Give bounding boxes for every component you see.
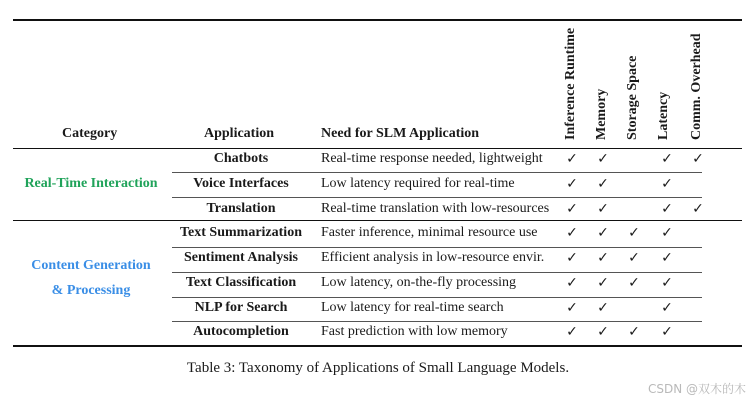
check-mark-icon: ✓ xyxy=(566,225,578,241)
header-inference-runtime: Inference Runtime xyxy=(563,27,578,140)
category-content-generation-line2: & Processing xyxy=(51,283,131,298)
check-mark-icon: ✓ xyxy=(566,151,578,167)
check-mark-icon: ✓ xyxy=(628,250,640,266)
check-mark-icon: ✓ xyxy=(566,300,578,316)
row-need: Low latency for real-time search xyxy=(321,300,504,315)
check-mark-icon: ✓ xyxy=(597,176,609,192)
row-application: NLP for Search xyxy=(194,300,288,315)
table-header-rule xyxy=(13,148,742,149)
category-content-generation-line1: Content Generation xyxy=(31,258,151,273)
table-top-rule xyxy=(13,19,742,21)
check-mark-icon: ✓ xyxy=(661,275,673,291)
row-divider xyxy=(172,321,702,322)
check-mark-icon: ✓ xyxy=(628,275,640,291)
header-storage-space: Storage Space xyxy=(625,55,640,140)
check-mark-icon: ✓ xyxy=(566,275,578,291)
check-mark-icon: ✓ xyxy=(692,151,704,167)
check-mark-icon: ✓ xyxy=(566,324,578,340)
check-mark-icon: ✓ xyxy=(566,201,578,217)
row-need: Low latency required for real-time xyxy=(321,176,515,191)
row-application: Autocompletion xyxy=(193,324,289,339)
row-application: Voice Interfaces xyxy=(193,176,289,191)
check-mark-icon: ✓ xyxy=(661,176,673,192)
check-mark-icon: ✓ xyxy=(692,201,704,217)
check-mark-icon: ✓ xyxy=(566,250,578,266)
row-divider xyxy=(172,197,702,198)
check-mark-icon: ✓ xyxy=(597,225,609,241)
header-memory: Memory xyxy=(594,88,609,140)
check-mark-icon: ✓ xyxy=(661,225,673,241)
check-mark-icon: ✓ xyxy=(661,300,673,316)
table-caption: Table 3: Taxonomy of Applications of Small Language Models. xyxy=(186,360,570,376)
watermark: CSDN @双木的木 xyxy=(647,382,746,396)
check-mark-icon: ✓ xyxy=(661,324,673,340)
row-application: Text Classification xyxy=(185,275,297,290)
check-mark-icon: ✓ xyxy=(597,250,609,266)
row-divider xyxy=(172,172,702,173)
header-comm-overhead: Comm. Overhead xyxy=(689,33,704,140)
row-need: Fast prediction with low memory xyxy=(321,324,508,339)
table-bottom-rule xyxy=(13,345,742,347)
check-mark-icon: ✓ xyxy=(597,151,609,167)
header-application: Application xyxy=(204,126,275,141)
check-mark-icon: ✓ xyxy=(661,250,673,266)
row-need: Real-time translation with low-resources xyxy=(321,201,550,216)
table-group-rule xyxy=(13,220,742,221)
check-mark-icon: ✓ xyxy=(628,225,640,241)
row-need: Faster inference, minimal resource use xyxy=(321,225,538,240)
row-divider xyxy=(172,272,702,273)
row-application: Chatbots xyxy=(213,151,269,166)
check-mark-icon: ✓ xyxy=(597,275,609,291)
row-application: Translation xyxy=(206,201,276,216)
check-mark-icon: ✓ xyxy=(597,324,609,340)
header-need: Need for SLM Application xyxy=(321,126,480,141)
check-mark-icon: ✓ xyxy=(597,300,609,316)
row-need: Low latency, on-the-fly processing xyxy=(321,275,517,290)
row-divider xyxy=(172,297,702,298)
check-mark-icon: ✓ xyxy=(597,201,609,217)
row-need: Efficient analysis in low-resource envir. xyxy=(321,250,545,265)
row-need: Real-time response needed, lightweight xyxy=(321,151,543,166)
row-divider xyxy=(172,247,702,248)
check-mark-icon: ✓ xyxy=(628,324,640,340)
check-mark-icon: ✓ xyxy=(661,151,673,167)
header-latency: Latency xyxy=(656,91,671,140)
check-mark-icon: ✓ xyxy=(566,176,578,192)
category-real-time-interaction: Real-Time Interaction xyxy=(24,176,158,191)
row-application: Text Summarization xyxy=(180,225,302,240)
row-application: Sentiment Analysis xyxy=(184,250,298,265)
header-category: Category xyxy=(62,126,118,141)
check-mark-icon: ✓ xyxy=(661,201,673,217)
